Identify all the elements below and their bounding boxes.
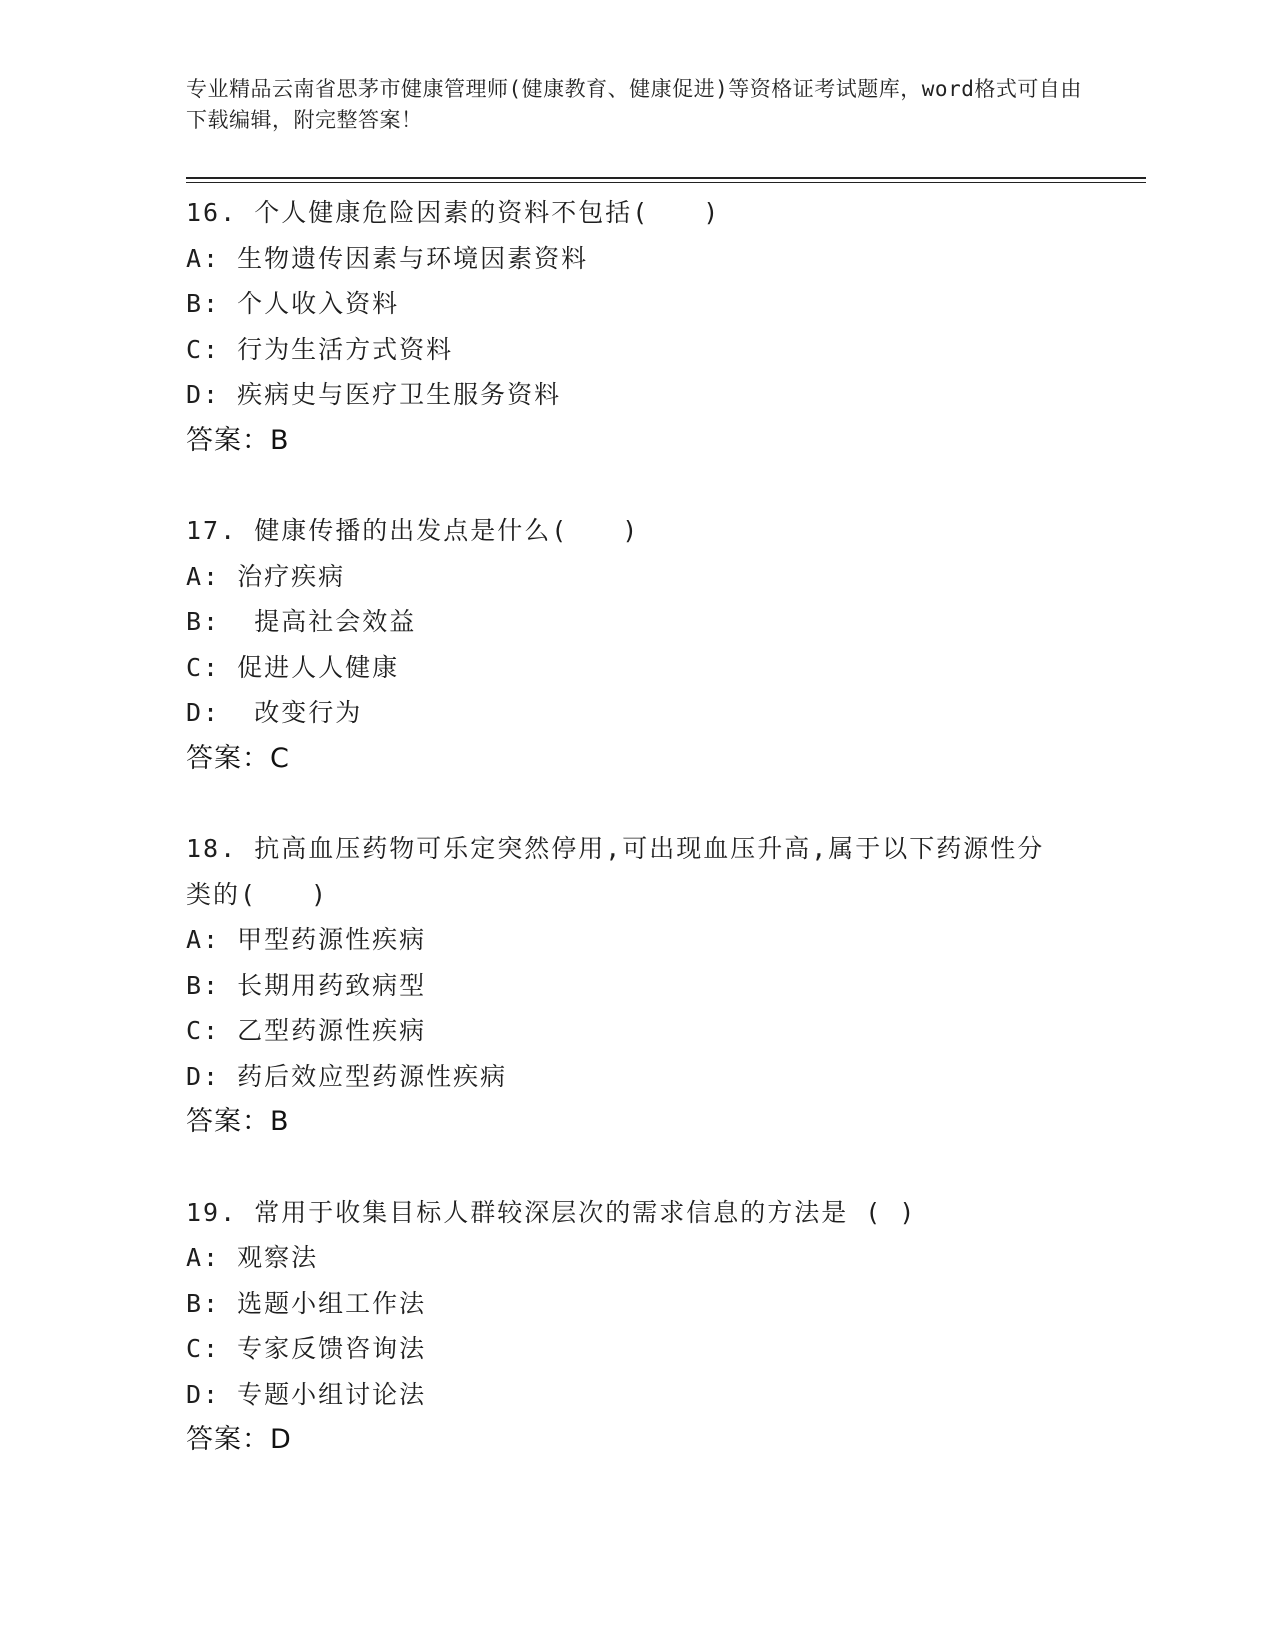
question-19 — [186, 1190, 1106, 1463]
answer-label: 答案：B — [186, 1106, 290, 1137]
question-17 — [186, 508, 1106, 781]
option-c: C: 促进人人健康 — [186, 652, 400, 682]
option-d: D: 改变行为 — [186, 698, 363, 727]
question-16 — [186, 190, 1106, 463]
option-b: B: 选题小组工作法 — [186, 1288, 427, 1318]
question-18 — [186, 826, 1106, 1145]
question-spacer — [186, 1145, 1106, 1190]
document-header: 专业精品云南省思茅市健康管理师(健康教育、健康促进)等资格证考试题库，word格式可自由下载编辑，附完整答案！ — [186, 77, 1082, 132]
question-stem: 17. 健康传播的出发点是什么( ) — [186, 516, 640, 545]
option-d: D: 疾病史与医疗卫生服务资料 — [186, 380, 562, 409]
answer-label: 答案：C — [186, 742, 290, 774]
option-a: A: 生物遗传因素与环境因素资料 — [186, 243, 589, 273]
option-d: D: 专题小组讨论法 — [186, 1379, 427, 1409]
option-b: B: 长期用药致病型 — [186, 970, 427, 1000]
option-c: C: 专家反馈咨询法 — [186, 1334, 427, 1363]
option-a: A: 甲型药源性疾病 — [186, 925, 427, 954]
question-list — [186, 190, 1106, 1463]
option-a: A: 观察法 — [186, 1243, 319, 1272]
option-b: B: 个人收入资料 — [186, 289, 400, 318]
option-c: C: 乙型药源性疾病 — [186, 1016, 427, 1045]
question-spacer — [186, 463, 1106, 508]
question-stem: 19. 常用于收集目标人群较深层次的需求信息的方法是 ( ) — [186, 1197, 917, 1227]
answer-label: 答案：B — [186, 424, 290, 456]
answer-label: 答案：D — [186, 1424, 292, 1455]
option-c: C: 行为生活方式资料 — [186, 334, 454, 364]
option-a: A: 治疗疾病 — [186, 561, 346, 591]
question-stem: 18. 抗高血压药物可乐定突然停用,可出现血压升高,属于以下药源性分类的( ) — [186, 834, 1045, 909]
header-divider-thick — [186, 177, 1146, 179]
question-stem: 16. 个人健康危险因素的资料不包括( ) — [186, 198, 721, 227]
question-spacer — [186, 781, 1106, 826]
header-divider-thin — [186, 182, 1146, 183]
option-d: D: 药后效应型药源性疾病 — [186, 1061, 508, 1091]
option-b: B: 提高社会效益 — [186, 607, 417, 636]
